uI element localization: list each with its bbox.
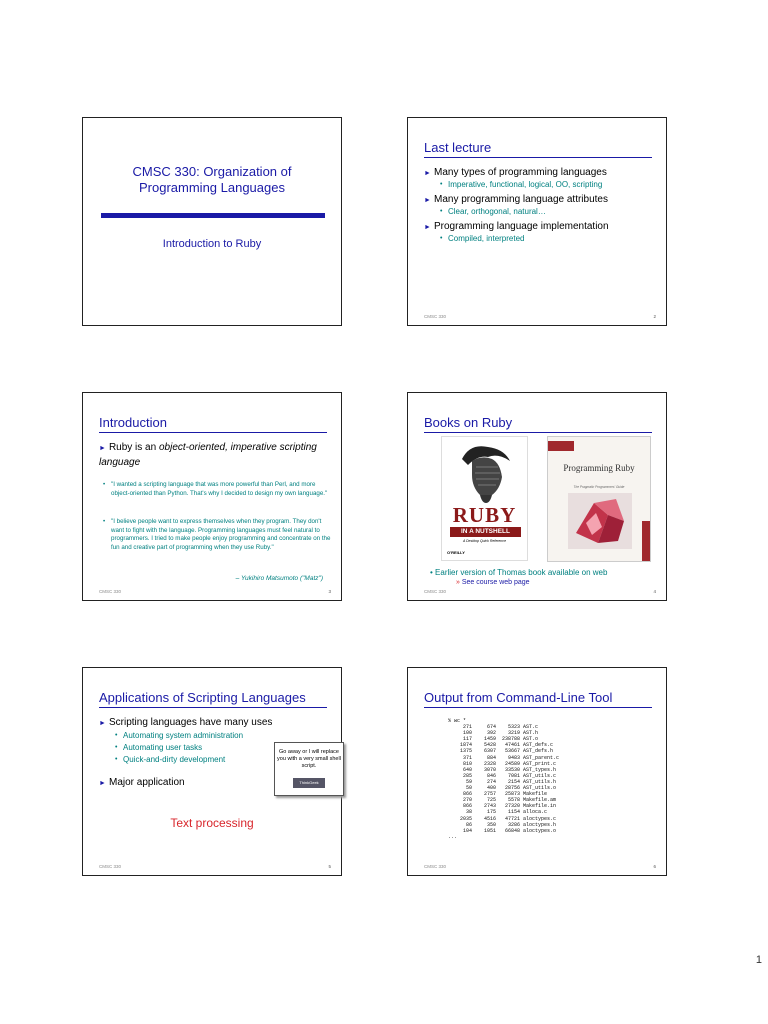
command-output: % wc * 271 674 5323 AST.c 100 392 3219 AST.h 117 1459 238788 AST.o 1874 5428 47461 AST_defs.c 1375 6307 53667 AST_defs.h 371 884 9483 AST_parent.c 810 2328 24589 AST_print.c 640 3070 33530 AST_types.h 285 846 7081 AST_utils.c 59 274 2154 AST_utils.h 50 400 28756 AST_utils.o 866 2757 25873 Makefile 270 725 5578 Makefile.am 866 2743 27320 Makefile.in 38 175 1154 alloca.c 2035 4516 47721 aloctypes.c 86 350 3286 aloctypes.h 104 1051 66848 aloctypes.o ... bbox=[448, 718, 560, 840]
series-badge bbox=[548, 441, 574, 451]
slide-3-title: Introduction bbox=[99, 415, 327, 433]
title-line-1: CMSC 330: Organization of bbox=[132, 164, 292, 179]
quote-text: "I wanted a scripting language that was more powerful than Perl, and more object-oriented than Python. That's why I decided to design my own language." bbox=[111, 481, 328, 497]
bullet-text: Major application bbox=[109, 777, 185, 788]
sub-bullet: • Automating system administration bbox=[115, 730, 335, 742]
bullet-dot-icon: • bbox=[103, 518, 106, 525]
slide-footer: CMSC 330 bbox=[424, 589, 447, 594]
arrow-bullet-icon: ► bbox=[99, 445, 106, 452]
slide-number: 5 bbox=[328, 864, 331, 869]
arrow-bullet-icon: ► bbox=[424, 224, 431, 231]
slide-3 bbox=[82, 392, 342, 601]
note-text: Earlier version of Thomas book available on web bbox=[435, 568, 608, 577]
main-text: Ruby is an bbox=[108, 442, 159, 453]
thinkgeek-callout: Go away or I will replace you with a very small shell script. bbox=[274, 742, 344, 796]
slide-footer: CMSC 330 bbox=[99, 589, 122, 594]
quote-2 bbox=[103, 518, 331, 552]
main-emphasis: object-oriented, imperative scripting language bbox=[99, 442, 317, 468]
slide-5 bbox=[82, 667, 342, 876]
arrow-bullet-icon: » bbox=[456, 579, 462, 586]
quote-text: "I believe people want to express themselves when they program. They don't want to fight with the language. Programming languages must feel natural to programmers. I tried to make people enjoy programming and concentrate on the fun and creative part of programming when they use Ruby." bbox=[111, 518, 331, 551]
slide-footer: CMSC 330 bbox=[424, 314, 447, 319]
bullet-text: Programming language implementation bbox=[434, 221, 609, 232]
cover-tagline: A Desktop Quick Reference bbox=[462, 539, 507, 543]
title-line-2: Programming Languages bbox=[139, 180, 285, 195]
sub-bullet: • Quick-and-dirty development bbox=[115, 754, 335, 766]
slide-2-bullets bbox=[424, 166, 660, 247]
slide-number: 2 bbox=[653, 314, 656, 319]
slide-6-title: Output from Command-Line Tool bbox=[424, 690, 652, 708]
sub-bullet: • Automating user tasks bbox=[115, 742, 335, 754]
slide-number: 3 bbox=[328, 589, 331, 594]
quote-attribution: – Yukihiro Matsumoto ("Matz") bbox=[235, 575, 323, 582]
sub-bullet: • Imperative, functional, logical, OO, scripting bbox=[440, 179, 660, 191]
list-item bbox=[424, 166, 660, 191]
bullet-dot-icon: • bbox=[103, 481, 106, 488]
text-processing-label: Text processing bbox=[170, 816, 254, 830]
ruby-crystal-icon bbox=[568, 493, 632, 549]
spine-accent bbox=[642, 521, 650, 561]
arrow-bullet-icon: ► bbox=[99, 720, 106, 727]
slide-4 bbox=[407, 392, 667, 601]
slide-1-subtitle: Introduction to Ruby bbox=[162, 238, 262, 250]
quote-1 bbox=[103, 481, 331, 498]
list-item bbox=[424, 193, 660, 218]
ruby-nutshell-cover bbox=[441, 436, 528, 561]
slide-2 bbox=[407, 117, 667, 326]
title-divider bbox=[101, 213, 325, 218]
publisher-logo: O'REILLY bbox=[447, 550, 465, 555]
arrow-bullet-icon: ► bbox=[99, 780, 106, 787]
slide-number: 6 bbox=[653, 864, 656, 869]
arrow-bullet-icon: ► bbox=[424, 197, 431, 204]
programming-ruby-cover bbox=[547, 436, 651, 562]
slide-1 bbox=[82, 117, 342, 326]
list-item bbox=[424, 220, 660, 245]
arrow-bullet-icon: ► bbox=[424, 170, 431, 177]
main-bullet bbox=[99, 441, 335, 470]
cover-subtitle: The Pragmatic Programmers' Guide bbox=[573, 485, 625, 489]
subnote-text: See course web page bbox=[461, 579, 530, 586]
slide-footer: CMSC 330 bbox=[424, 864, 447, 869]
books-note bbox=[430, 568, 607, 578]
slide-5-title: Applications of Scripting Languages bbox=[99, 690, 327, 708]
slide-1-title bbox=[83, 164, 341, 196]
slide-number: 4 bbox=[653, 589, 656, 594]
bullet-text: Many types of programming languages bbox=[434, 167, 607, 178]
thinkgeek-logo: ThinkGeek bbox=[293, 778, 325, 788]
sub-bullet: • Compiled, interpreted bbox=[440, 233, 660, 245]
bullet-text: Scripting languages have many uses bbox=[109, 717, 273, 728]
books-subnote bbox=[456, 579, 530, 586]
bullet-text: Many programming language attributes bbox=[434, 194, 608, 205]
sub-bullet: • Clear, orthogonal, natural… bbox=[440, 206, 660, 218]
cover-title: RUBY bbox=[452, 503, 517, 527]
cover-title: Programming Ruby bbox=[563, 463, 635, 473]
bullet-dot-icon: • bbox=[430, 568, 436, 577]
slide-2-title: Last lecture bbox=[424, 140, 652, 158]
slide-6 bbox=[407, 667, 667, 876]
slide-4-title: Books on Ruby bbox=[424, 415, 652, 433]
cover-band: IN A NUTSHELL bbox=[450, 527, 521, 537]
slide-footer: CMSC 330 bbox=[99, 864, 122, 869]
page-number: 1 bbox=[755, 954, 762, 966]
